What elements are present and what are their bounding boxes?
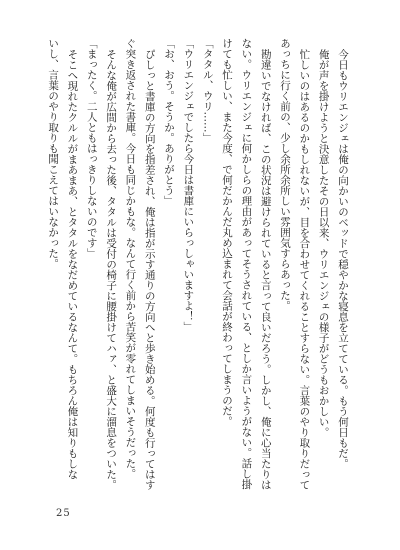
dialogue-line: 「タタル、ウリ……」 — [201, 38, 214, 143]
text-line: 今日もウリエンジェは俺の向かいのベッドで穏やかな寝息を立てている。もう何日もだ。 — [337, 48, 349, 469]
vertical-text-body — [42, 38, 352, 500]
text-line: いし、言葉のやり取りも聞こえてはいなかった。 — [47, 38, 60, 269]
text-line: けても忙しい、また今度、で何だかんだ丸め込まれて会話が終わってしまうのだ。 — [221, 38, 234, 427]
text-line: ぴしっと書庫の方向を指差され、俺は指が示す通りの方向へと歩き始める。何度も行ってはす — [143, 48, 156, 490]
page-number: 25 — [56, 508, 71, 519]
text-line: 忙しいのはあるのかもしれないが、目を合わせてくれることすらない。言葉のやり取りだって — [298, 48, 311, 490]
text-line: あっちに行く前の、少し余所余所しい雰囲気すらあった。 — [279, 38, 292, 311]
text-line: 勘違いでなければ、この状況は避けられていると言って良いだろう。しかし、俺に心当たりは — [259, 48, 272, 490]
dialogue-line: 「お、おう。そうか。ありがとう」 — [163, 38, 176, 206]
text-line: 俺が声を掛けようと決意したその日以来、ウリエンジェの様子がどうもおかしい。 — [317, 48, 330, 437]
text-line: ない。ウリエンジェに何かしらの理由があってそうされている、としか言いようがない。話し掛 — [240, 38, 253, 490]
text-line: そこへ現れたクルルがまあまあ、とタタルをなだめているなんて。もちろん俺は知りもしな — [66, 48, 79, 479]
text-line: ぐ突き返された書庫。今日も同じかもな。なんて行く前から苦笑が零れてしまいそうだった。 — [124, 38, 137, 479]
dialogue-line: 「ウリエンジェでしたら今日は書庫にいらっしゃいますよ！」 — [182, 38, 195, 332]
dialogue-line: 「まったく。二人ともはっきりしないのです」 — [85, 38, 98, 259]
text-line: そんな俺が広間から去った後、タタルは受付の椅子に腰掛けてハァ、と盛大に溜息をついた。 — [105, 48, 118, 490]
